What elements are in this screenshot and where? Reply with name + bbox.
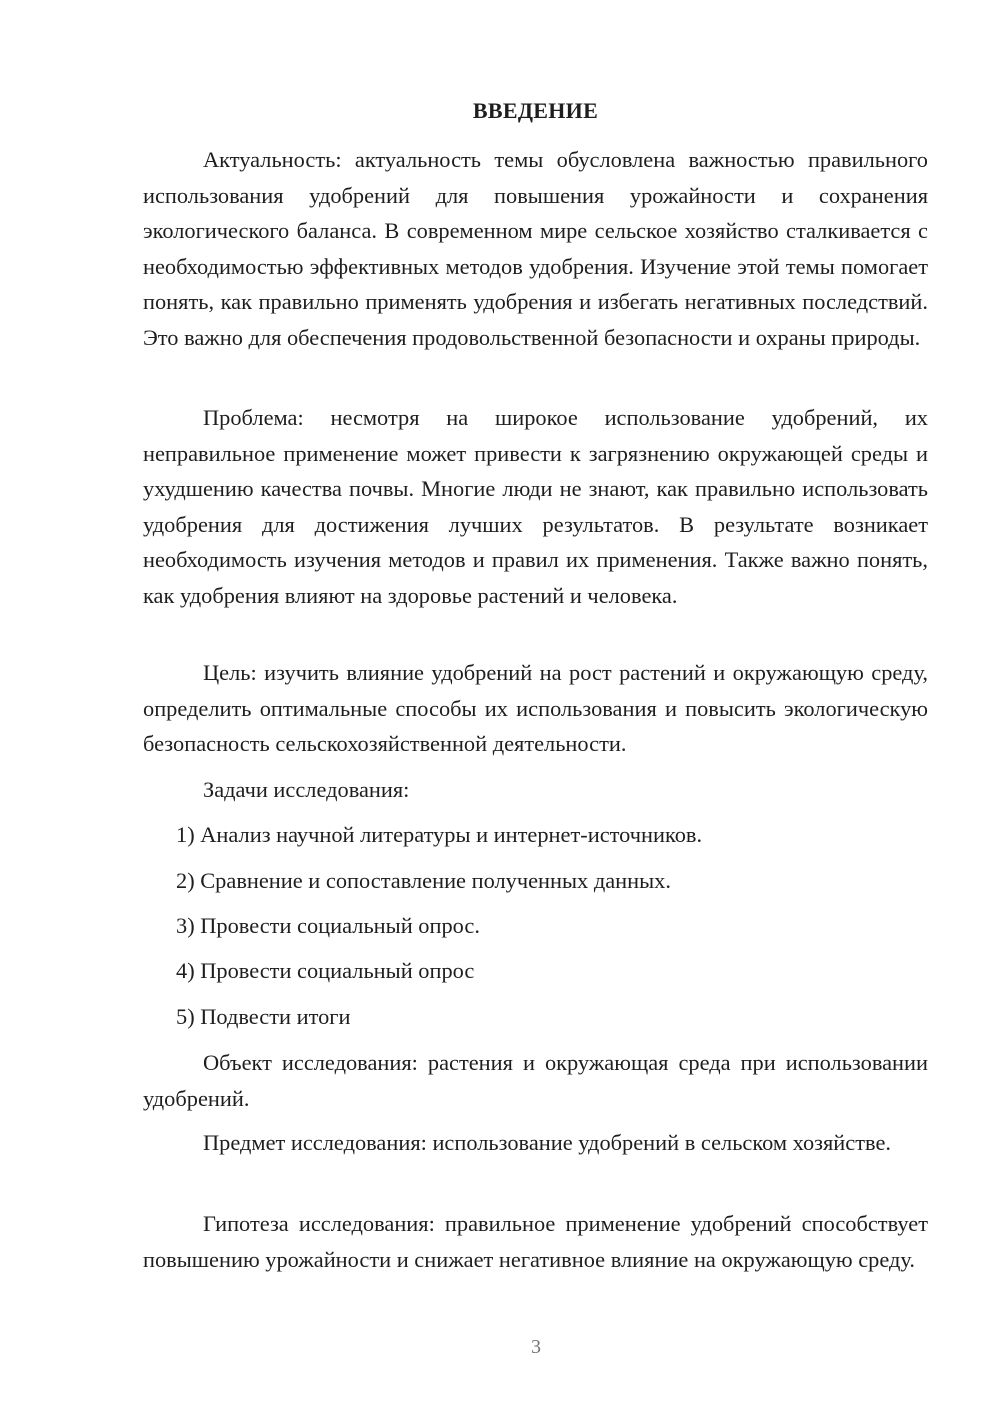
task-item-1: 1) Анализ научной литературы и интернет-источников. [176,822,703,847]
tasks-heading: Задачи исследования: [203,777,410,802]
task-item-4: 4) Провести социальный опрос [176,958,475,983]
object-paragraph: Объект исследования: растения и окружающая среда при использовании удобрений. [143,1050,928,1111]
page-number: 3 [531,1336,541,1358]
problem-paragraph: Проблема: несмотря на широкое использование удобрений, их неправильное применение может привести к загрязнению окружающей среды и ухудшению качества почвы. Многие люди не знают, как правильно использовать удобрения для достижения лучших результатов. В результате возникает необходимость изучения методов и правил их применения. Также важно понять, как удобрения влияют на здоровье растений и человека. [143,405,928,608]
hypothesis-paragraph: Гипотеза исследования: правильное применение удобрений способствует повышению урожайности и снижает негативное влияние на окружающую среду. [143,1211,928,1272]
task-item-2: 2) Сравнение и сопоставление полученных данных. [176,868,671,893]
relevance-paragraph: Актуальность: актуальность темы обусловлена важностью правильного использования удобрений для повышения урожайности и сохранения экологического баланса. В современном мире сельское хозяйство сталкивается с необходимостью эффективных методов удобрения. Изучение этой темы помогает понять, как правильно применять удобрения и избегать негативных последствий. Это важно для обеспечения продовольственной безопасности и охраны природы. [143,147,928,350]
task-item-3: 3) Провести социальный опрос. [176,913,480,938]
subject-paragraph: Предмет исследования: использование удобрений в сельском хозяйстве. [203,1130,891,1155]
goal-paragraph: Цель: изучить влияние удобрений на рост растений и окружающую среду, определить оптимальные способы их использования и повысить экологическую безопасность сельскохозяйственной деятельности. [143,660,928,756]
task-item-5: 5) Подвести итоги [176,1004,351,1029]
page-title: ВВЕДЕНИЕ [472,98,599,123]
